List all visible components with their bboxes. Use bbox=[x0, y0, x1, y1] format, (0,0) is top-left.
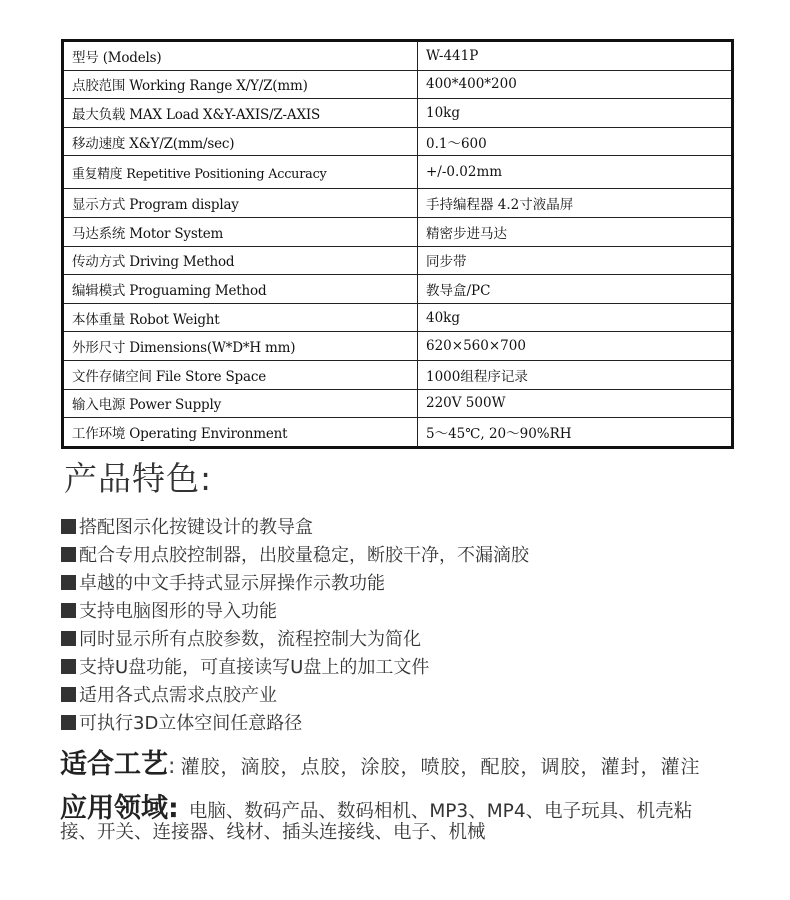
spec-value: 1000组程序记录 bbox=[418, 360, 733, 389]
square-bullet-icon bbox=[61, 547, 76, 562]
square-bullet-icon bbox=[61, 687, 76, 702]
list-item bbox=[61, 626, 529, 654]
feature-text: 支持电脑图形的导入功能 bbox=[79, 601, 277, 622]
feature-text: 搭配图示化按键设计的教导盒 bbox=[79, 517, 313, 538]
spec-value: 同步带 bbox=[418, 246, 733, 275]
spec-table bbox=[61, 39, 734, 449]
list-item bbox=[61, 682, 529, 710]
list-item bbox=[61, 514, 529, 542]
applications-separator: : bbox=[168, 754, 176, 779]
spec-value: 教导盒/PC bbox=[418, 275, 733, 304]
spec-value: 40kg bbox=[418, 303, 733, 332]
spec-label: 本体重量 Robot Weight bbox=[63, 303, 418, 332]
spec-value: W-441P bbox=[418, 41, 733, 71]
table-row bbox=[63, 246, 733, 275]
table-row bbox=[63, 332, 733, 361]
square-bullet-icon bbox=[61, 603, 76, 618]
spec-label: 点胶范围 Working Range X/Y/Z(mm) bbox=[63, 70, 418, 99]
table-row bbox=[63, 275, 733, 304]
square-bullet-icon bbox=[61, 631, 76, 646]
spec-value: +/-0.02mm bbox=[418, 156, 733, 189]
list-item bbox=[61, 598, 529, 626]
features-title: 产品特色: bbox=[64, 459, 213, 498]
spec-label: 最大负载 MAX Load X&Y-AXIS/Z-AXIS bbox=[63, 99, 418, 128]
spec-value: 5～45℃, 20～90%RH bbox=[418, 418, 733, 448]
spec-value: 精密步进马达 bbox=[418, 217, 733, 246]
table-row bbox=[63, 41, 733, 71]
feature-text: 可执行3D立体空间任意路径 bbox=[79, 713, 303, 734]
spec-label: 外形尺寸 Dimensions(W*D*H mm) bbox=[63, 332, 418, 361]
spec-label: 编辑模式 Proguaming Method bbox=[63, 275, 418, 304]
feature-list bbox=[61, 514, 529, 738]
spec-value: 10kg bbox=[418, 99, 733, 128]
feature-text: 适用各式点需求点胶产业 bbox=[79, 685, 277, 706]
table-row bbox=[63, 70, 733, 99]
square-bullet-icon bbox=[61, 659, 76, 674]
applications-text: 灌胶，滴胶，点胶，涂胶，喷胶，配胶，调胶，灌封，灌注 bbox=[180, 756, 701, 778]
spec-label: 输入电源 Power Supply bbox=[63, 389, 418, 418]
feature-text: 支持U盘功能，可直接读写U盘上的加工文件 bbox=[79, 657, 430, 678]
list-item bbox=[61, 710, 529, 738]
applications-row bbox=[60, 742, 701, 781]
feature-text: 卓越的中文手持式显示屏操作示教功能 bbox=[79, 573, 385, 594]
feature-text: 配合专用点胶控制器，出胶量稳定，断胶干净，不漏滴胶 bbox=[79, 545, 529, 566]
square-bullet-icon bbox=[61, 715, 76, 730]
spec-value: 620×560×700 bbox=[418, 332, 733, 361]
table-row bbox=[63, 418, 733, 448]
spec-value: 220V 500W bbox=[418, 389, 733, 418]
table-row bbox=[63, 389, 733, 418]
list-item bbox=[61, 654, 529, 682]
table-row bbox=[63, 303, 733, 332]
spec-label: 重复精度 Repetitive Positioning Accuracy bbox=[63, 156, 418, 189]
spec-label: 显示方式 Program display bbox=[63, 189, 418, 218]
table-row bbox=[63, 156, 733, 189]
square-bullet-icon bbox=[61, 519, 76, 534]
spec-value: 0.1～600 bbox=[418, 127, 733, 156]
list-item bbox=[61, 570, 529, 598]
table-row bbox=[63, 189, 733, 218]
fields-heading: 应用领域: bbox=[60, 793, 179, 824]
spec-label: 型号 (Models) bbox=[63, 41, 418, 71]
spec-label: 传动方式 Driving Method bbox=[63, 246, 418, 275]
spec-label: 工作环境 Operating Environment bbox=[63, 418, 418, 448]
spec-label: 文件存储空间 File Store Space bbox=[63, 360, 418, 389]
fields-text-line2: 接、开关、连接器、线材、插头连接线、电子、机械 bbox=[60, 822, 486, 843]
list-item bbox=[61, 542, 529, 570]
feature-text: 同时显示所有点胶参数，流程控制大为简化 bbox=[79, 629, 421, 650]
spec-value: 手持编程器 4.2寸液晶屏 bbox=[418, 189, 733, 218]
fields-block bbox=[60, 786, 760, 844]
applications-heading: 适合工艺 bbox=[60, 749, 168, 780]
spec-value: 400*400*200 bbox=[418, 70, 733, 99]
spec-label: 马达系统 Motor System bbox=[63, 217, 418, 246]
fields-text-line1: 电脑、数码产品、数码相机、MP3、MP4、电子玩具、机壳粘 bbox=[188, 801, 693, 822]
table-row bbox=[63, 99, 733, 128]
table-row bbox=[63, 217, 733, 246]
square-bullet-icon bbox=[61, 575, 76, 590]
table-row bbox=[63, 360, 733, 389]
table-row bbox=[63, 127, 733, 156]
spec-label: 移动速度 X&Y/Z(mm/sec) bbox=[63, 127, 418, 156]
